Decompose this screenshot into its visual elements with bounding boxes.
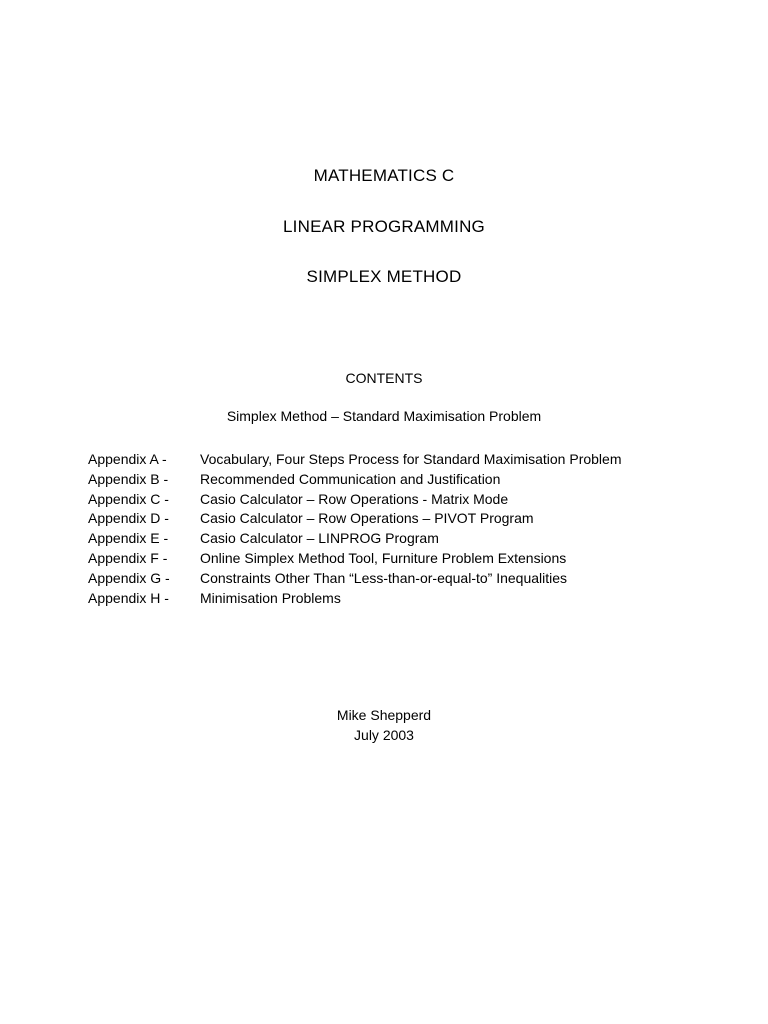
author-name: Mike Shepperd (336, 707, 432, 723)
appendix-row-h (88, 589, 708, 609)
appendix-title: Minimisation Problems (200, 589, 341, 606)
appendix-label: Appendix H - (88, 589, 169, 606)
appendix-label: Appendix B - (88, 470, 169, 487)
document-method-title: SIMPLEX METHOD (306, 267, 462, 286)
appendix-row-b (88, 470, 708, 490)
appendix-title: Casio Calculator – Row Operations - Matrix Mode (200, 490, 509, 507)
appendix-label: Appendix E - (88, 530, 169, 547)
appendix-row-d (88, 509, 708, 529)
appendix-label: Appendix C - (88, 490, 169, 507)
appendix-title: Online Simplex Method Tool, Furniture Problem Extensions (200, 549, 567, 566)
publication-date: July 2003 (354, 727, 414, 743)
contents-heading: CONTENTS (345, 370, 423, 386)
appendix-title: Constraints Other Than “Less-than-or-equal-to” Inequalities (200, 569, 568, 586)
appendix-row-f (88, 549, 708, 569)
appendix-row-g (88, 569, 708, 589)
appendix-label: Appendix D - (88, 510, 169, 527)
document-title: MATHEMATICS C (313, 166, 455, 185)
appendix-title: Recommended Communication and Justification (200, 470, 501, 487)
appendix-title: Casio Calculator – Row Operations – PIVOT Program (200, 510, 534, 527)
appendix-label: Appendix A - (88, 451, 167, 467)
appendix-label: Appendix G - (88, 569, 170, 586)
appendix-title: Vocabulary, Four Steps Process for Standard Maximisation Problem (200, 451, 622, 467)
appendix-row-e (88, 529, 708, 549)
appendix-label: Appendix F - (88, 549, 168, 566)
appendix-list (88, 450, 708, 608)
appendix-row-c (88, 490, 708, 510)
document-subtitle: LINEAR PROGRAMMING (283, 217, 485, 236)
main-section-entry: Simplex Method – Standard Maximisation Problem (226, 408, 542, 424)
appendix-title: Casio Calculator – LINPROG Program (200, 530, 439, 547)
appendix-row-a (88, 450, 708, 470)
